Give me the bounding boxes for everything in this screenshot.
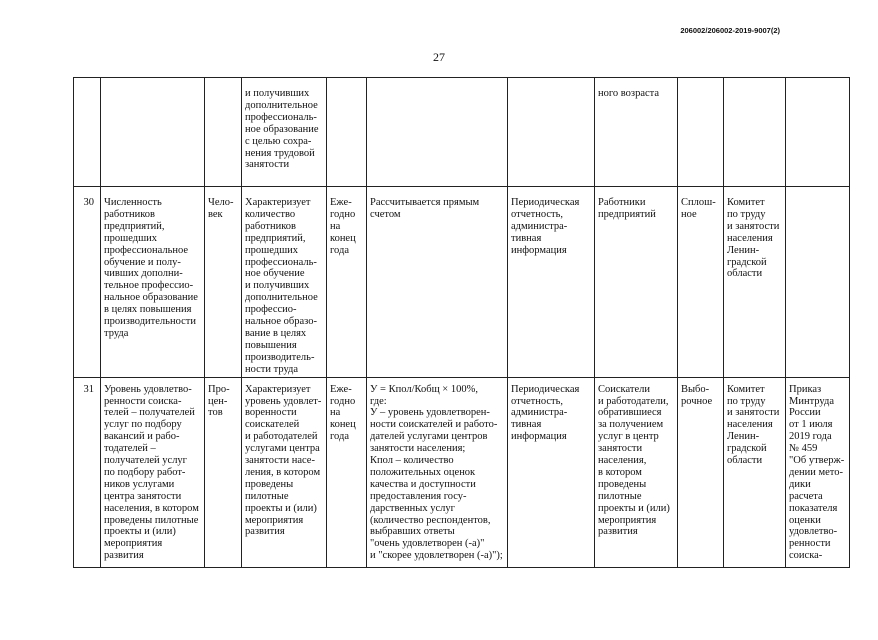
algorithm-cell: Рассчитывается прямым счетом bbox=[367, 187, 508, 378]
responsible-cell bbox=[724, 78, 786, 187]
definition-cell: Характеризует уровень удовлет- воренности соискателей и работодателей услугами центра занятости насе- ления, в котором проведены пилотные проекты и (или) мероприятия развития bbox=[242, 377, 327, 567]
definition-cell: и получивших дополнительное профессиональ- ное образование с целью сохра- нения трудовой занятости bbox=[242, 78, 327, 187]
periodicity-cell bbox=[327, 78, 367, 187]
observation-unit-cell: ного возраста bbox=[595, 78, 678, 187]
notes-cell: Приказ Минтруда России от 1 июля 2019 года № 459 "Об утверж- дении мето- дики расчета показателя оценки удовлетво- ренности соиска- bbox=[786, 377, 850, 567]
data-source-cell: Периодическая отчетность, администра- тивная информация bbox=[508, 187, 595, 378]
notes-cell bbox=[786, 78, 850, 187]
data-source-cell: Периодическая отчетность, администра- тивная информация bbox=[508, 377, 595, 567]
table-row bbox=[74, 187, 850, 378]
table-row bbox=[74, 377, 850, 567]
indicator-name-cell: Уровень удовлетво- ренности соиска- телей – получателей услуг по подбору вакансий и рабо- тодателей – получателей услуг по подбору работ- ников услугами центра занятости населения, в котором проведены пилотные проекты и (или) мероприятия развития bbox=[101, 377, 205, 567]
responsible-cell: Комитет по труду и занятости населения Ленин- градской области bbox=[724, 187, 786, 378]
coverage-cell bbox=[678, 78, 724, 187]
indicator-name-cell bbox=[101, 78, 205, 187]
algorithm-cell bbox=[367, 78, 508, 187]
row-number-cell: 31 bbox=[74, 377, 101, 567]
periodicity-cell: Еже- годно на конец года bbox=[327, 377, 367, 567]
page-number: 27 bbox=[433, 50, 445, 64]
coverage-cell: Сплош- ное bbox=[678, 187, 724, 378]
table-row bbox=[74, 78, 850, 187]
periodicity-cell: Еже- годно на конец года bbox=[327, 187, 367, 378]
definition-cell: Характеризует количество работников предприятий, прошедших профессиональ- ное обучение и получивших дополнительное профессио- нальное образо- вание в целях повышения производитель- ности труда bbox=[242, 187, 327, 378]
indicator-name-cell: Численность работников предприятий, прошедших профессиональное обучение и полу- чивших дополни- тельное профессио- нальное образование в целях повышения производительности труда bbox=[101, 187, 205, 378]
observation-unit-cell: Соискатели и работодатели, обратившиеся за получением услуг в центр занятости населения, в котором проведены пилотные проекты и (или) мероприятия развития bbox=[595, 377, 678, 567]
unit-cell: Чело- век bbox=[205, 187, 242, 378]
coverage-cell: Выбо- рочное bbox=[678, 377, 724, 567]
indicators-table bbox=[73, 77, 850, 568]
row-number-cell: 30 bbox=[74, 187, 101, 378]
notes-cell bbox=[786, 187, 850, 378]
data-source-cell bbox=[508, 78, 595, 187]
observation-unit-cell: Работники предприятий bbox=[595, 187, 678, 378]
row-number-cell bbox=[74, 78, 101, 187]
responsible-cell: Комитет по труду и занятости населения Ленин- градской области bbox=[724, 377, 786, 567]
document-number: 206002/206002-2019-9007(2) bbox=[680, 26, 780, 35]
algorithm-cell: У = Кпол/Кобщ × 100%, где: У – уровень удовлетворен- ности соискателей и работо- дателей услугами центров занятости населения; Кпол – количество положительных оценок качества и доступности предоставления госу- дарственных услуг (количество респондентов, выбравших ответы "очень удовлетворен (-а)" и "скорее удовлетворен (-а)"); bbox=[367, 377, 508, 567]
unit-cell: Про- цен- тов bbox=[205, 377, 242, 567]
unit-cell bbox=[205, 78, 242, 187]
